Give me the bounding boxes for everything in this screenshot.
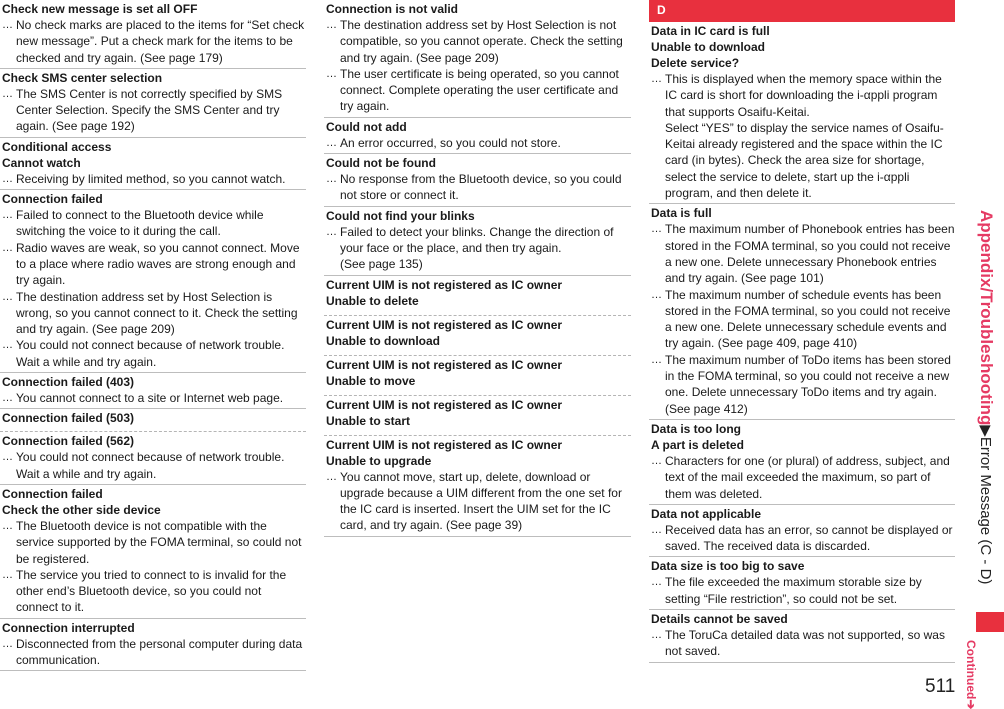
error-description: … Receiving by limited method, so you cannot watch. [2, 171, 306, 187]
error-entry [324, 396, 631, 436]
error-title: Unable to move [326, 373, 416, 388]
error-description: … The maximum number of Phonebook entries has been stored in the FOMA terminal, so you could not receive a new one. Delete unnecessary Phonebook entries and try again. (See page 101) [651, 221, 955, 286]
error-description: … You cannot move, start up, delete, download or upgrade because a UIM different from the one set for the IC card is inserted. Insert the UIM set for the IC card, and try again. (See page 39) [326, 469, 631, 534]
error-title: Connection is not valid [326, 2, 459, 16]
column-left [0, 0, 306, 671]
error-entry [0, 619, 306, 672]
error-title: Data is too long [651, 421, 741, 436]
error-description: … The SMS Center is not correctly specified by SMS Center Selection. Specify the SMS Center and try again. (See page 192) [2, 86, 306, 135]
error-entry [0, 190, 306, 373]
error-description: … You could not connect because of network trouble. Wait a while and try again. [2, 337, 306, 370]
error-description: … Disconnected from the personal computer during data communication. [2, 636, 306, 669]
error-title: Data not applicable [651, 506, 762, 521]
error-title: Data in IC card is full [651, 24, 770, 38]
section-tab-marker [976, 612, 1004, 632]
column-right [649, 0, 955, 663]
error-entry [324, 316, 631, 356]
error-description: … An error occurred, so you could not store. [326, 135, 631, 151]
error-title: Connection failed [2, 486, 103, 501]
error-entry [649, 505, 955, 558]
error-description: … The file exceeded the maximum storable size by setting “File restriction”, so could not be set. [651, 574, 955, 607]
error-title: Check the other side device [2, 502, 161, 517]
error-title: Connection failed [2, 192, 103, 207]
side-section-title [960, 190, 1004, 610]
error-title: Could not be found [326, 156, 436, 171]
error-description: … The destination address set by Host Selection is not compatible, so you cannot operate. Check the setting and try again. (See page 209) [326, 17, 631, 66]
error-entry [649, 610, 955, 663]
error-entry [324, 207, 631, 276]
error-description: … No check marks are placed to the items for “Set check new message”. Put a check mark for the items to be checked and try again. (See page 179) [2, 17, 306, 66]
error-title: Current UIM is not registered as IC owner [326, 317, 563, 332]
error-title: Could not add [326, 119, 407, 134]
error-title: Delete service? [651, 56, 740, 70]
error-description: … Failed to connect to the Bluetooth device while switching the voice to it during the call. [2, 207, 306, 240]
error-description: … Failed to detect your blinks. Change the direction of your face or the place, and then try again. [326, 224, 631, 257]
error-title: Current UIM is not registered as IC owner [326, 357, 563, 372]
error-description: … Radio waves are weak, so you cannot connect. Move to a place where radio waves are strong enough and try again. [2, 240, 306, 289]
error-title: Connection failed (403) [2, 375, 135, 390]
error-entry [324, 276, 631, 316]
error-title: Unable to download [326, 333, 440, 348]
continued-label [956, 640, 984, 709]
error-title: Data size is too big to save [651, 559, 805, 574]
arrow-icon: ▶ [977, 425, 994, 437]
error-title: Current UIM is not registered as IC owner [326, 397, 563, 412]
error-title: Unable to start [326, 413, 411, 428]
error-title: Current UIM is not registered as IC owner [326, 277, 563, 292]
error-entry [324, 0, 631, 118]
error-title: Current UIM is not registered as IC owner [326, 437, 563, 452]
page-number: 511 [925, 676, 956, 697]
error-description: … The Bluetooth device is not compatible with the service supported by the FOMA terminal, so could not be registered. [2, 518, 306, 567]
error-title: Cannot watch [2, 155, 81, 170]
error-description: … Received data has an error, so cannot be displayed or saved. The received data is discarded. [651, 522, 955, 555]
continued-text: Continued➔ [964, 640, 978, 709]
error-description: … No response from the Bluetooth device, so you could not store or connect it. [326, 171, 631, 204]
error-title: Could not find your blinks [326, 208, 475, 223]
error-title: Conditional access [2, 139, 112, 154]
error-entry [0, 409, 306, 432]
error-description: … The destination address set by Host Selection is wrong, so you cannot connect to it. Check the setting and try again. (See page 209) [2, 289, 306, 338]
error-title: Unable to download [651, 40, 765, 54]
error-entry [0, 138, 306, 190]
error-title: Check new message is set all OFF [2, 2, 198, 16]
error-entry [324, 154, 631, 207]
error-title: Details cannot be saved [651, 612, 788, 627]
error-description: … The user certificate is being operated, so you cannot connect. Complete operating the user certificate and try again. [326, 66, 631, 115]
error-title: Unable to upgrade [326, 453, 432, 468]
error-description: … Characters for one (or plural) of address, subject, and text of the mail exceeded the maximum, so part of them was deleted. [651, 453, 955, 502]
error-description-note: (See page 135) [340, 257, 423, 272]
error-entry [649, 420, 955, 505]
error-entry [649, 22, 955, 204]
error-description: … The service you tried to connect to is invalid for the other end’s Bluetooth device, so you could not connect to it. [2, 567, 306, 616]
error-title: Connection failed (503) [2, 411, 135, 426]
error-description: … You could not connect because of network trouble. Wait a while and try again. [2, 449, 306, 482]
error-title: Connection interrupted [2, 620, 135, 635]
error-entry [0, 373, 306, 409]
error-title: A part is deleted [651, 437, 744, 452]
error-description: … You cannot connect to a site or Internet web page. [2, 390, 306, 406]
error-title: Data is full [651, 206, 712, 221]
error-title: Unable to delete [326, 293, 419, 308]
error-description-note: (See page 412) [665, 401, 748, 416]
error-entry [324, 436, 631, 537]
error-description: … The ToruCa detailed data was not supported, so was not saved. [651, 627, 955, 660]
column-middle [324, 0, 631, 537]
error-entry [649, 204, 955, 420]
error-title: Connection failed (562) [2, 434, 135, 449]
error-title: Check SMS center selection [2, 70, 163, 85]
error-entry [324, 356, 631, 396]
error-description: … The maximum number of ToDo items has been stored in the FOMA terminal, so you could not receive a new one. Delete unnecessary ToDo items and try again. [651, 352, 955, 401]
section-letter-header: D [649, 0, 955, 22]
error-description: … The maximum number of schedule events has been stored in the FOMA terminal, so you could not receive a new one. Delete unnecessary schedule events and try again. (See page 409, page 410) [651, 287, 955, 352]
error-entry [649, 557, 955, 610]
error-entry [0, 69, 306, 138]
error-entry [324, 118, 631, 154]
subsection-name: Error Message (C - D) [977, 436, 994, 585]
error-entry [0, 485, 306, 619]
error-description-note: Select “YES” to display the service names of Osaifu-Keitai already registered and the space within the IC card (in bytes). Check the area size for shortage, select the service to delete, start up the i-αppli program, and then delete it. [665, 120, 944, 201]
error-description: … This is displayed when the memory space within the IC card is short for downloading the i-αppli program that supports Osaifu-Keitai. [651, 71, 955, 120]
error-entry [0, 0, 306, 69]
section-name: Appendix/Troubleshooting [977, 210, 996, 426]
error-entry [0, 432, 306, 485]
